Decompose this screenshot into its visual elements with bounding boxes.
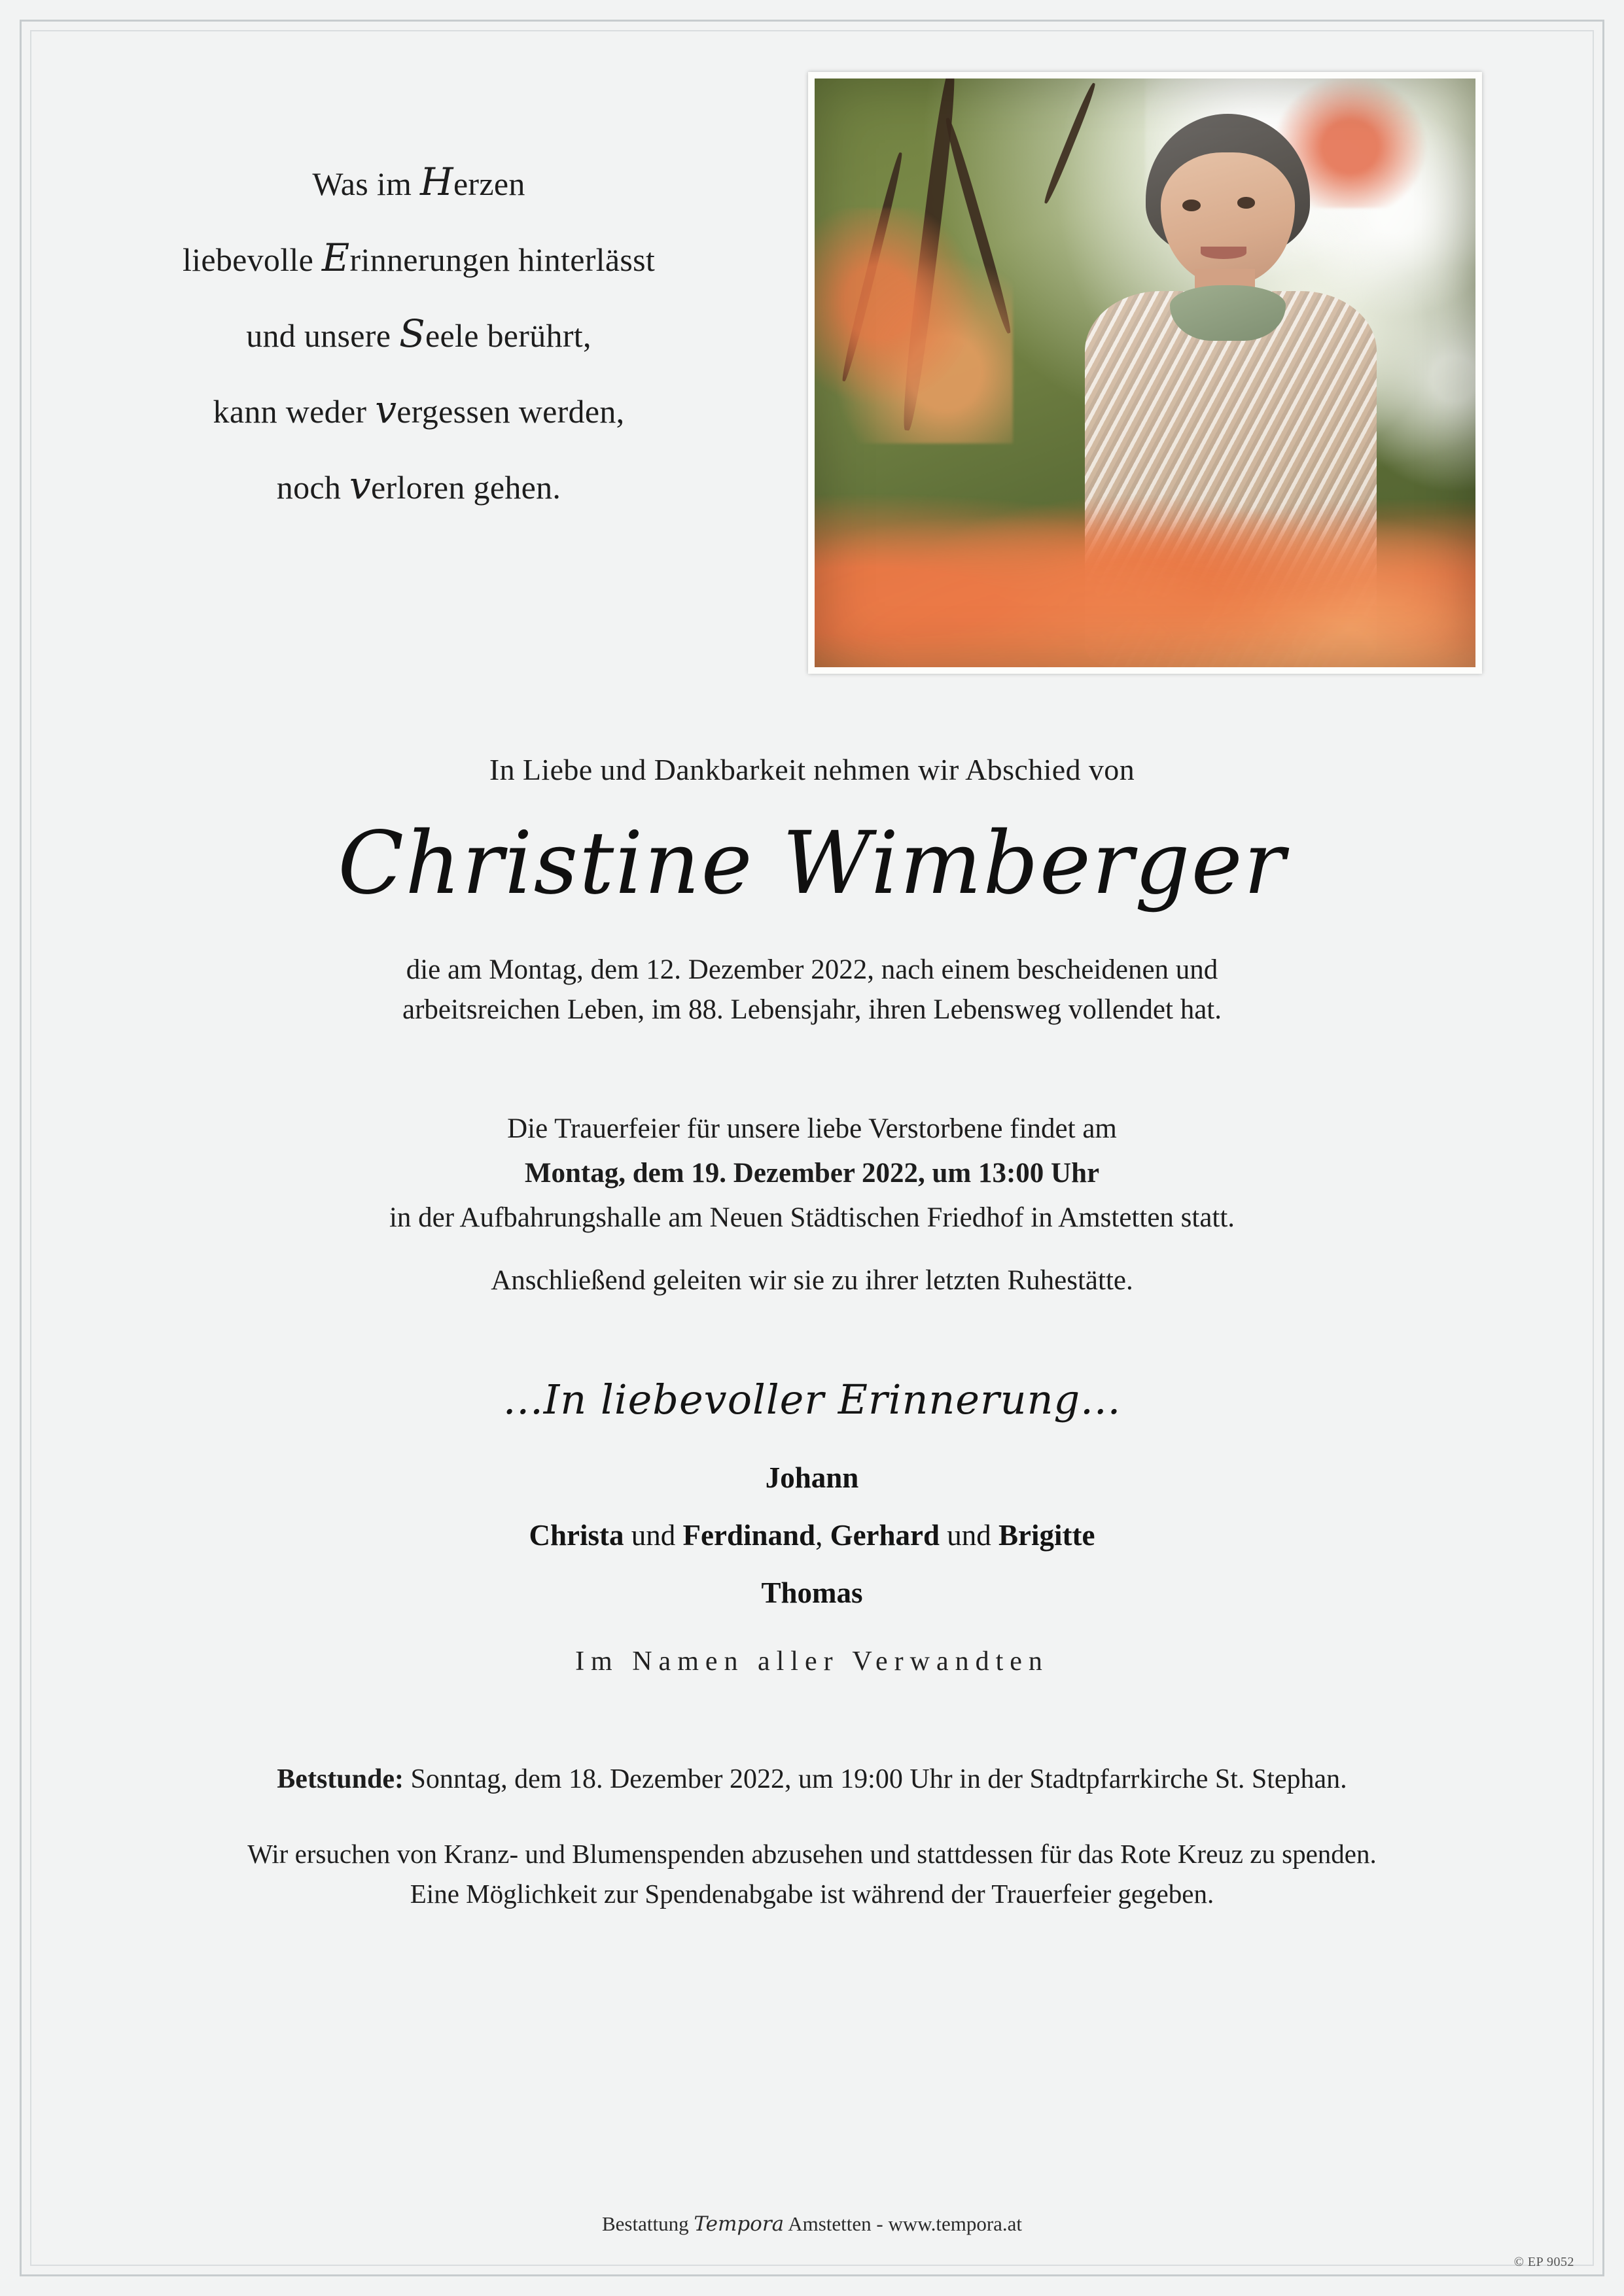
funeral-location: in der Aufbahrungshalle am Neuen Städtischen Friedhof in Amstetten statt. [389, 1202, 1235, 1233]
donation-line-2: Eine Möglichkeit zur Spendenabgabe ist während der Trauerfeier gegeben. [410, 1879, 1214, 1909]
photo-person-eye [1237, 197, 1256, 209]
verse-line-4: kann weder vergessen werden, [213, 387, 625, 432]
survivors-list [46, 1450, 1578, 1622]
footer-suffix: Amstetten - www.tempora.at [784, 2212, 1023, 2235]
vigil-details [46, 1764, 1578, 1795]
footer-prefix: Bestattung [601, 2212, 694, 2235]
card-content [46, 46, 1578, 2269]
obituary-text-column [46, 752, 1578, 1915]
donation-line-1: Wir ersuchen von Kranz- und Blumenspenden abzusehen und stattdessen für das Rote Kreuz zu spenden. [247, 1838, 1377, 1869]
photo-foreground-leaves [815, 432, 1475, 667]
farewell-lead: In Liebe und Dankbarkeit nehmen wir Abschied von [489, 753, 1135, 786]
verse-line-2: liebevolle Erinnerungen hinterlässt [182, 235, 656, 280]
memorial-verse [124, 144, 713, 523]
funeral-details [46, 1107, 1578, 1303]
footer-brand: Tempora [694, 2212, 785, 2236]
on-behalf-note: Im Namen aller Verwandten [575, 1646, 1049, 1677]
verse-line-5: noch verloren gehen. [276, 463, 561, 508]
survivor-name: Johann [765, 1461, 859, 1495]
funeral-line-1: Die Trauerfeier für unsere liebe Verstorbene findet am [507, 1113, 1117, 1144]
photo-person-collar [1170, 285, 1286, 341]
photo-autumn-leaves [815, 208, 1013, 444]
photo-person-eye [1182, 200, 1201, 211]
vigil-label: Betstunde: [277, 1764, 404, 1794]
portrait-photo-frame [808, 72, 1482, 674]
death-details [46, 950, 1578, 1030]
donation-note [46, 1834, 1578, 1915]
funeral-line-4: Anschließend geleiten wir sie zu ihrer letzten Ruhestätte. [491, 1264, 1133, 1296]
survivor-name: Thomas [761, 1576, 863, 1609]
footer-credit [46, 2212, 1578, 2269]
portrait-photo [815, 78, 1475, 667]
verse-line-1: Was im Herzen [312, 160, 525, 204]
funeral-datetime: Montag, dem 19. Dezember 2022, um 13:00 Uhr [524, 1157, 1100, 1189]
death-details-line-1: die am Montag, dem 12. Dezember 2022, nach einem bescheidenen und [406, 954, 1218, 985]
survivor-row-3 [46, 1565, 1578, 1622]
survivor-row-1 [46, 1450, 1578, 1507]
photo-person-face [1161, 152, 1294, 285]
survivor-row-2 [46, 1507, 1578, 1565]
survivor-names: Christa und Ferdinand, Gerhard und Brigitte [529, 1519, 1095, 1552]
spacer [46, 1240, 1578, 1259]
vigil-text: Sonntag, dem 18. Dezember 2022, um 19:00 Uhr in der Stadtpfarrkirche St. Stephan. [403, 1764, 1347, 1794]
memory-heading: ...In liebevoller Erinnerung... [503, 1376, 1121, 1424]
verse-line-3: und unsere Seele berührt, [246, 311, 591, 356]
death-details-line-2: arbeitsreichen Leben, im 88. Lebensjahr, ihren Lebensweg vollendet hat. [402, 994, 1222, 1025]
print-code: © EP 9052 [1513, 2255, 1574, 2269]
deceased-name: Christine Wimberger [338, 813, 1286, 914]
